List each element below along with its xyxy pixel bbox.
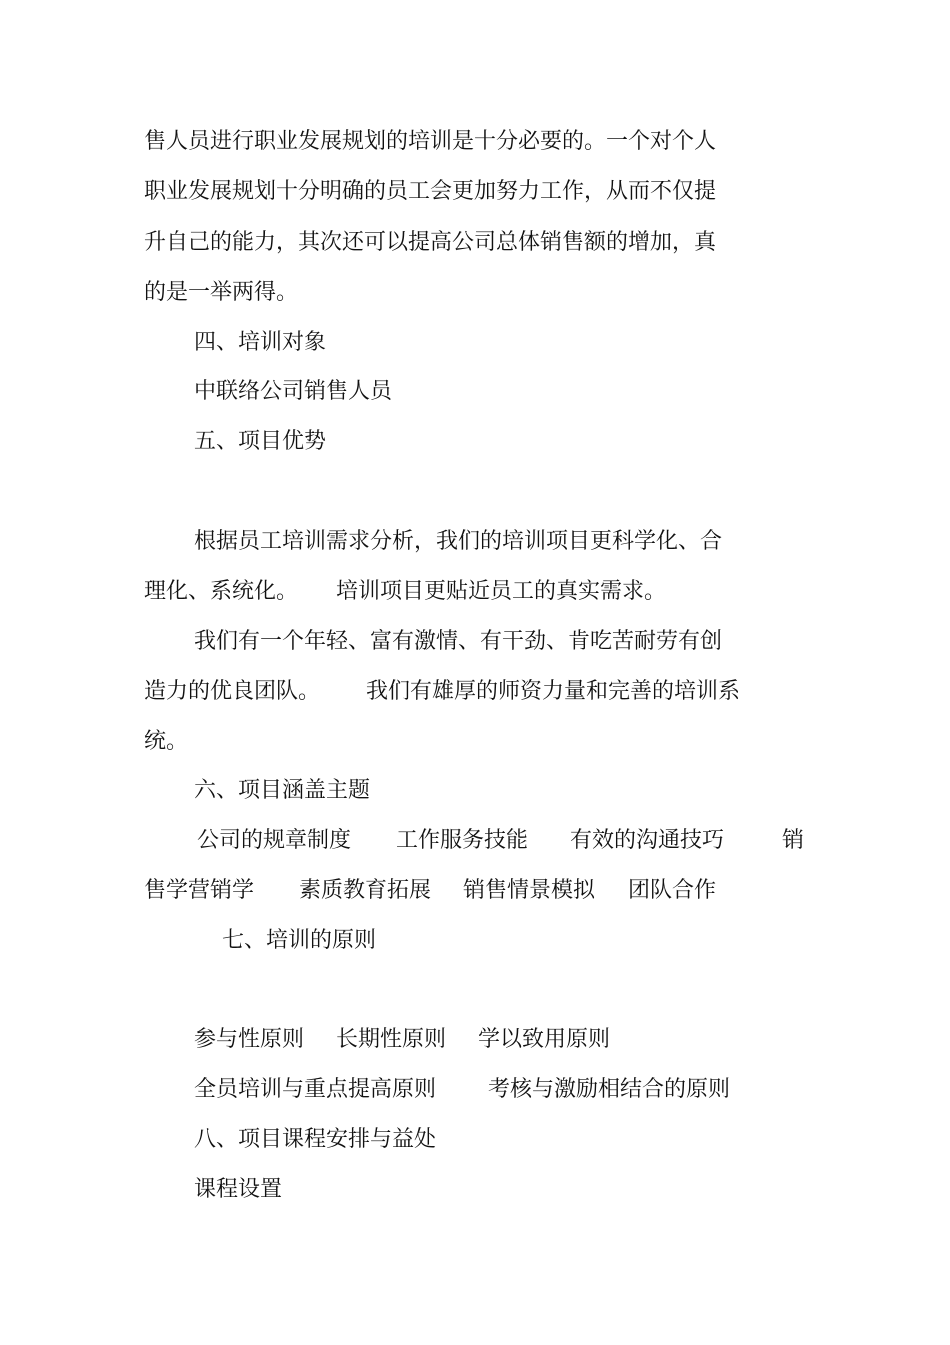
body-text-line: 课程设置 <box>194 1177 283 1202</box>
topic-item: 销售情景模拟 <box>463 878 596 903</box>
topic-item: 售学营销学 <box>144 878 255 903</box>
principle-item: 参与性原则 <box>194 1027 305 1052</box>
body-text-line: 中联络公司销售人员 <box>194 379 393 404</box>
body-text-line: 我们有雄厚的师资力量和完善的培训系 <box>366 679 741 704</box>
body-text-line: 理化、系统化。 <box>144 579 299 604</box>
body-text-line: 造力的优良团队。 <box>144 679 321 704</box>
section-heading: 五、项目优势 <box>194 429 327 454</box>
topic-item: 素质教育拓展 <box>299 878 432 903</box>
principle-item: 学以致用原则 <box>478 1027 611 1052</box>
topic-item: 销 <box>782 828 805 853</box>
body-text-line: 根据员工培训需求分析，我们的培训项目更科学化、合 <box>194 529 723 554</box>
principle-item: 全员培训与重点提高原则 <box>194 1077 437 1102</box>
section-heading: 八、项目课程安排与益处 <box>194 1127 437 1152</box>
body-text-line: 职业发展规划十分明确的员工会更加努力工作，从而不仅提 <box>144 179 717 204</box>
principle-item: 长期性原则 <box>336 1027 447 1052</box>
body-text-line: 我们有一个年轻、富有激情、有干劲、肯吃苦耐劳有创 <box>194 629 723 654</box>
body-text-line: 培训项目更贴近员工的真实需求。 <box>336 579 667 604</box>
topic-item: 工作服务技能 <box>396 828 529 853</box>
body-text-line: 统。 <box>144 729 189 754</box>
section-heading: 七、培训的原则 <box>222 928 377 953</box>
body-text-line: 的是一举两得。 <box>144 280 299 305</box>
topic-item: 公司的规章制度 <box>197 828 352 853</box>
body-text-line: 升自己的能力，其次还可以提高公司总体销售额的增加，真 <box>144 230 717 255</box>
section-heading: 六、项目涵盖主题 <box>194 778 371 803</box>
body-text-line: 售人员进行职业发展规划的培训是十分必要的。一个对个人 <box>144 129 717 154</box>
topic-item: 有效的沟通技巧 <box>570 828 725 853</box>
principle-item: 考核与激励相结合的原则 <box>488 1077 731 1102</box>
section-heading: 四、培训对象 <box>194 330 327 355</box>
topic-item: 团队合作 <box>628 878 717 903</box>
